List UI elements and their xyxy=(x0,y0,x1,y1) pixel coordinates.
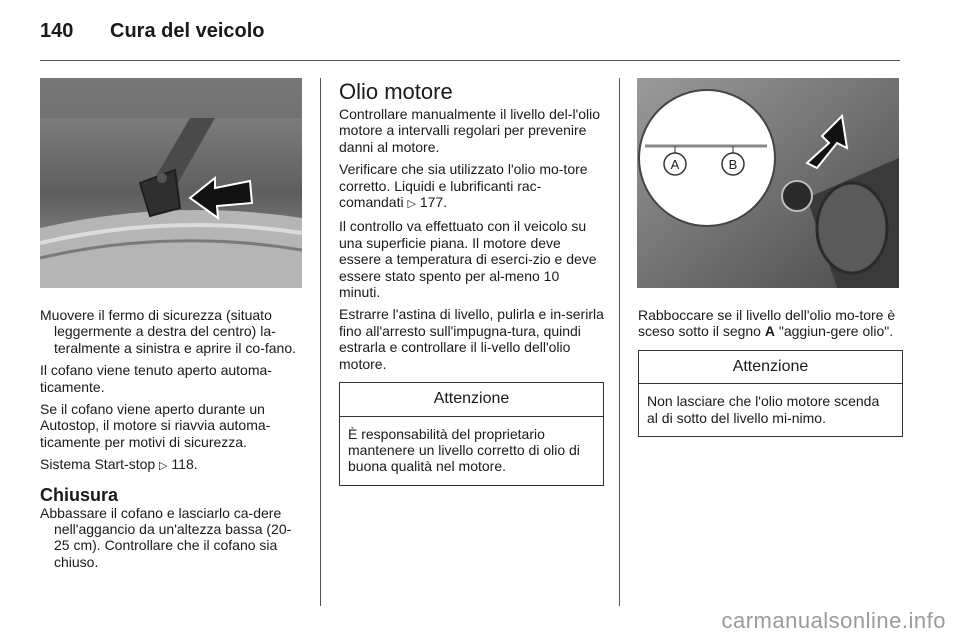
cross-ref-page: 118. xyxy=(171,456,198,473)
paragraph xyxy=(40,456,305,474)
paragraph: Muovere il fermo di sicurezza (situato leggermente a destra del centro) la-teralmente a sinistra e aprire il co-fano. xyxy=(40,307,296,356)
paragraph: Se il cofano viene aperto durante un Autostop, il motore si riavvia automa-ticamente per motivi di sicurezza. xyxy=(40,401,271,450)
cross-ref-page: 177. xyxy=(419,194,448,211)
oil-dipstick-image xyxy=(637,78,899,288)
dipstick-label-a: A xyxy=(670,157,680,172)
section-heading: Olio motore xyxy=(339,79,453,104)
header-rule xyxy=(40,60,900,61)
page-header xyxy=(40,20,265,43)
watermark: carmanualsonline.info xyxy=(721,608,946,633)
mark-label: A xyxy=(764,323,775,340)
paragraph: Il controllo va effettuato con il veicolo su una superficie piana. Il motore deve essere a temperatura di eserci-zio e deve essere stato spento per al-meno 10 minuti. xyxy=(339,218,597,301)
paragraph: Estrarre l'astina di livello, pulirla e in-serirla fino all'arresto sull'impugna-tura, quindi estrarla e controllare il li-vello dell'olio motore. xyxy=(339,306,604,372)
page-ref-triangle-icon: ▷ xyxy=(407,197,416,211)
column-divider-2 xyxy=(619,78,620,606)
warning-body: È responsabilità del proprietario mantenere un livello corretto di olio di buona qualità nel motore. xyxy=(348,425,580,475)
warning-box xyxy=(339,382,604,486)
paragraph-text: Verificare che sia utilizzato l'olio mo-tore corretto. Liquidi e lubrificanti rac-comandati xyxy=(339,161,588,211)
paragraph: Abbassare il cofano e lasciarlo ca-dere nell'aggancio da un'altezza bassa (20-25 cm). Controllare che il cofano sia chiuso. xyxy=(40,504,292,570)
paragraph: Controllare manualmente il livello del-l'olio motore a intervalli regolari per prevenire danni al motore. xyxy=(339,106,601,155)
paragraph: Il cofano viene tenuto aperto automa-ticamente. xyxy=(40,362,272,395)
warning-box xyxy=(638,350,903,437)
column-1 xyxy=(40,307,305,576)
column-2 xyxy=(339,80,604,486)
paragraph xyxy=(339,161,604,212)
paragraph-text: Rabboccare se il livello dell'olio mo-tore è sceso sotto il segno xyxy=(638,307,896,340)
warning-title: Attenzione xyxy=(639,351,902,384)
column-divider-1 xyxy=(320,78,321,606)
warning-title: Attenzione xyxy=(340,383,603,416)
paragraph xyxy=(638,307,903,340)
dipstick-label-b: B xyxy=(728,157,738,172)
hood-catch-image xyxy=(40,78,302,288)
page-number: 140 xyxy=(40,20,74,42)
chapter-title: Cura del veicolo xyxy=(110,20,265,42)
column-3 xyxy=(638,307,903,437)
warning-body: Non lasciare che l'olio motore scenda al di sotto del livello mi-nimo. xyxy=(647,393,880,426)
page-ref-triangle-icon: ▷ xyxy=(159,459,168,473)
cross-ref-text: Sistema Start-stop xyxy=(40,456,156,473)
paragraph-text: "aggiun-gere olio". xyxy=(778,323,894,340)
sub-heading: Chiusura xyxy=(40,484,119,505)
